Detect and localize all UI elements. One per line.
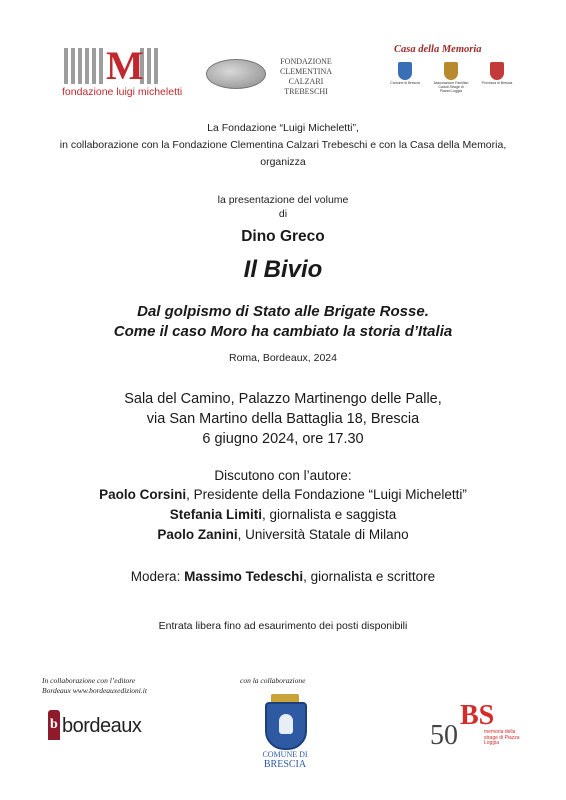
- calzari-medal-image: [206, 59, 266, 89]
- bordeaux-mark-icon: b: [48, 710, 60, 740]
- bs-caption: memoria della strage di Piazza Loggia: [484, 729, 520, 746]
- publisher-collab-note: In collaborazione con l’editore Bordeaux www.bordeauxedizioni.it: [42, 676, 147, 695]
- event-datetime: 6 giugno 2024, ore 17.30: [202, 431, 364, 447]
- intro-line: in collaborazione con la Fondazione Clementina Calzari Trebeschi e con la Casa della Memoria,: [59, 139, 507, 151]
- discussion-intro: Discutono con l’autore:: [214, 468, 352, 483]
- fifty-number: 50: [430, 720, 458, 751]
- micheletti-name: fondazione luigi micheletti: [62, 86, 183, 98]
- intro-line: La Fondazione “Luigi Micheletti”,: [207, 122, 359, 134]
- casa-memoria-title: Casa della Memoria: [394, 44, 482, 55]
- publisher-info: Roma, Bordeaux, 2024: [229, 352, 337, 364]
- casa-memoria-logo: [386, 44, 522, 102]
- moderator-name: Massimo Tedeschi: [184, 569, 304, 584]
- moderator-label: Modera:: [130, 569, 185, 584]
- crown-icon: [271, 694, 299, 702]
- speaker-name: Paolo Zanini: [157, 527, 238, 542]
- intro-line: organizza: [260, 156, 306, 168]
- comune-brescia-name: COMUNE DI BRESCIA: [262, 750, 308, 770]
- speaker-line: [0, 485, 566, 504]
- author-name: Dino Greco: [241, 228, 325, 245]
- speaker-role: , giornalista e saggista: [261, 507, 397, 522]
- speaker-line: [0, 525, 566, 544]
- speaker-name: Stefania Limiti: [169, 507, 262, 522]
- associazione-crest-icon: [444, 62, 458, 80]
- entrance-note: Entrata libera fino ad esaurimento dei posti disponibili: [158, 620, 408, 632]
- speaker-name: Paolo Corsini: [99, 487, 187, 502]
- venue-line: Sala del Camino, Palazzo Martinengo delle Palle,: [124, 391, 442, 407]
- book-subtitle: Come il caso Moro ha cambiato la storia d’Italia: [113, 323, 453, 340]
- speaker-line: [0, 505, 566, 524]
- bordeaux-logo: [48, 710, 158, 744]
- bordeaux-wordmark: bordeaux: [62, 715, 142, 737]
- micheletti-mark: M: [106, 43, 144, 88]
- speaker-role: , Presidente della Fondazione “Luigi Micheletti”: [186, 487, 467, 502]
- provincia-crest-icon: [490, 62, 504, 80]
- crest-caption: Comune di Brescia: [390, 81, 420, 85]
- brescia-shield-icon: [265, 702, 307, 750]
- calzari-logo: [206, 55, 346, 95]
- moderator-line: [0, 567, 566, 586]
- moderator-role: , giornalista e scrittore: [303, 569, 436, 584]
- fifty-bs-logo: [430, 700, 530, 750]
- crest-caption: Provincia di Brescia: [481, 81, 513, 85]
- speaker-role: , Università Statale di Milano: [237, 527, 409, 542]
- presentation-line: di: [278, 208, 288, 220]
- comune-brescia-logo: [255, 694, 315, 779]
- calzari-name: FONDAZIONE CLEMENTINA CALZARI TREBESCHI: [280, 57, 332, 96]
- venue-line: via San Martino della Battaglia 18, Brescia: [146, 411, 420, 427]
- book-title: Il Bivio: [243, 256, 323, 283]
- crest-caption: Associazione Familiari Caduti Strage di Piazza Loggia: [433, 81, 469, 93]
- micheletti-logo: [62, 43, 192, 98]
- bs-letters: BS: [460, 700, 495, 731]
- presentation-line: la presentazione del volume: [217, 194, 349, 206]
- book-subtitle: Dal golpismo di Stato alle Brigate Rosse.: [137, 303, 429, 320]
- collab-note: con la collaborazione: [240, 676, 306, 685]
- comune-crest-icon: [398, 62, 412, 80]
